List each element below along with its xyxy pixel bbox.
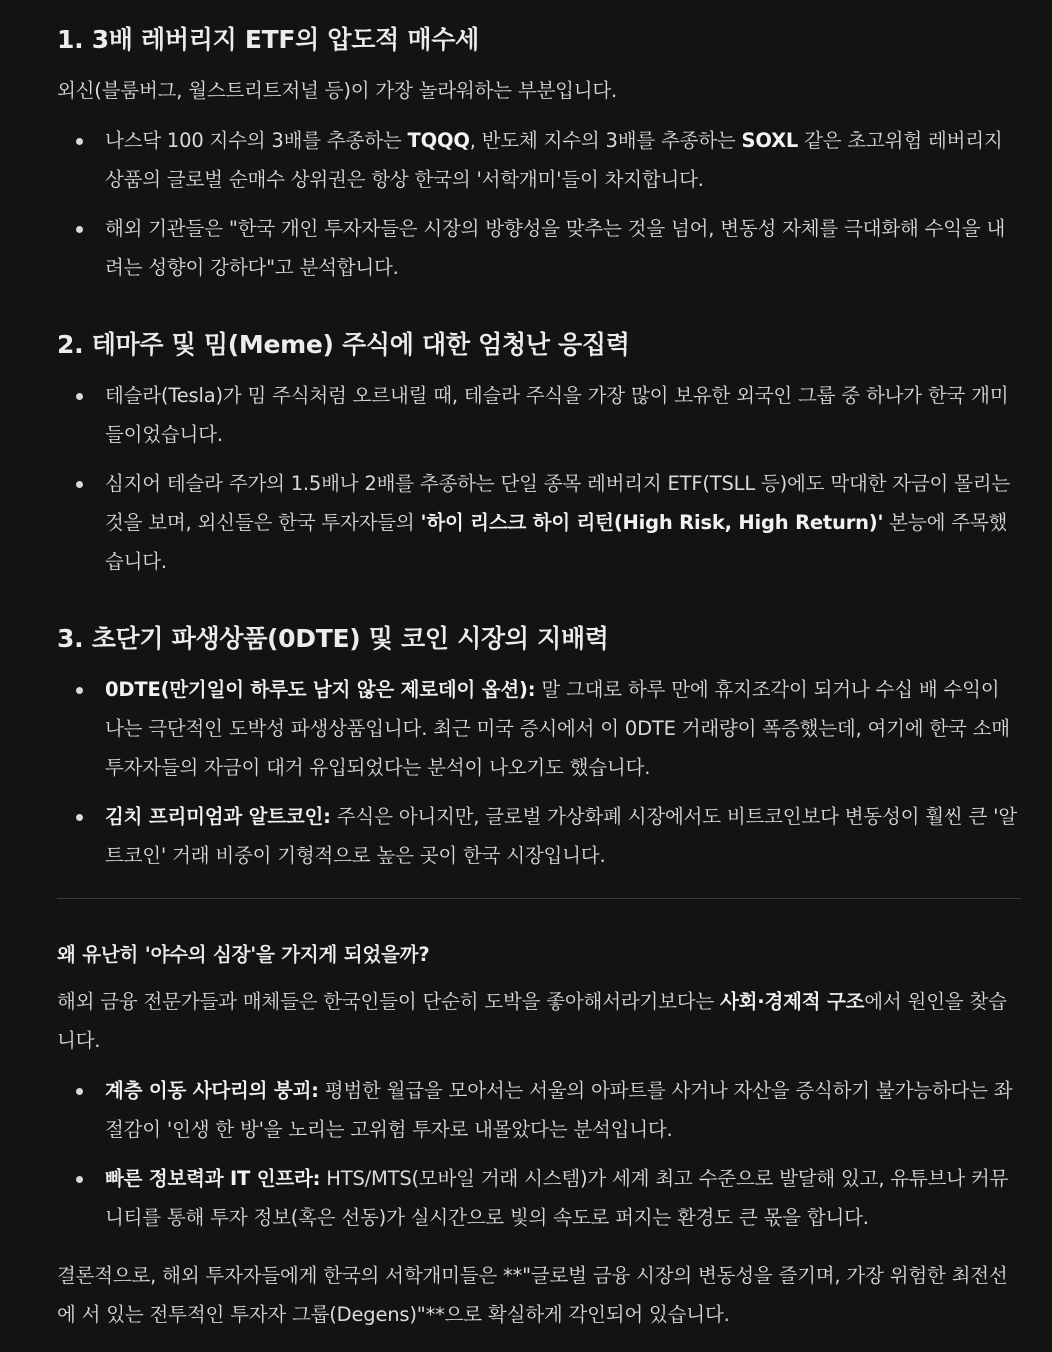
bold-text: 빠른 정보력과 IT 인프라: <box>105 1167 321 1190</box>
text: 해외 기관들은 "한국 개인 투자자들은 시장의 방향성을 맞추는 것을 넘어, 변동성 자체를 극대화해 수익을 내려는 성향이 강하다"고 분석합니다. <box>105 217 1006 279</box>
conclusion-paragraph: 결론적으로, 해외 투자자들에게 한국의 서학개미들은 **"글로벌 금융 시장의 변동성을 즐기며, 가장 위험한 최전선에 서 있는 전투적인 투자자 그룹(Degens)"**으로 확실하게 각인되어 있습니다. <box>57 1264 1008 1326</box>
list-item <box>57 1071 1021 1149</box>
bold-text: '하이 리스크 하이 리턴(High Risk, High Return)' <box>420 511 884 534</box>
text: 본능에 주목했습니다. <box>105 511 1008 573</box>
text: 같은 초고위험 레버리지 상품의 글로벌 순매수 상위권은 항상 한국의 '서학개미'들이 차지합니다. <box>105 129 1003 191</box>
bullet-icon <box>76 1176 83 1183</box>
bold-text: SOXL <box>741 129 799 152</box>
text: 말 그대로 하루 만에 휴지조각이 되거나 수십 배 수익이 나는 극단적인 도박성 파생상품입니다. 최근 미국 증시에서 이 0DTE 거래량이 폭증했는데, 여기에 한국 소매 투자자들의 자금이 대거 유입되었다는 분석이 나오기도 했습니다. <box>105 678 1010 779</box>
section-1-list <box>57 121 1021 287</box>
bold-text: TQQQ <box>407 129 470 152</box>
text: 에서 원인을 찾습니다. <box>57 990 1007 1052</box>
bold-text: 0DTE(만기일이 하루도 남지 않은 제로데이 옵션): <box>105 678 536 701</box>
list-item <box>57 209 1021 287</box>
bullet-icon <box>76 226 83 233</box>
list-item <box>57 670 1021 787</box>
bold-text: 계층 이동 사다리의 붕괴: <box>105 1079 319 1102</box>
bullet-icon <box>76 393 83 400</box>
bullet-icon <box>76 481 83 488</box>
bullet-icon <box>76 687 83 694</box>
bold-text: 사회·경제적 구조 <box>720 990 865 1013</box>
text: 테슬라(Tesla)가 밈 주식처럼 오르내릴 때, 테슬라 주식을 가장 많이 보유한 외국인 그룹 중 하나가 한국 개미들이었습니다. <box>105 384 1009 446</box>
section-4-intro <box>57 982 1021 1060</box>
divider <box>57 898 1021 899</box>
section-heading-1: 1. 3배 레버리지 ETF의 압도적 매수세 <box>57 25 479 54</box>
bullet-icon <box>76 1088 83 1095</box>
text: HTS/MTS(모바일 거래 시스템)가 세계 최고 수준으로 발달해 있고, 유튜브나 커뮤니티를 통해 투자 정보(혹은 선동)가 실시간으로 빛의 속도로 퍼지는 환경도 큰 몫을 합니다. <box>105 1167 1009 1229</box>
list-item <box>57 121 1021 199</box>
list-item <box>57 797 1021 875</box>
text: 평범한 월급을 모아서는 서울의 아파트를 사거나 자산을 증식하기 불가능하다는 좌절감이 '인생 한 방'을 노리는 고위험 투자로 내몰았다는 분석입니다. <box>105 1079 1013 1141</box>
list-item <box>57 464 1021 581</box>
text: 나스닥 100 지수의 3배를 추종하는 <box>105 129 408 152</box>
text: 주식은 아니지만, 글로벌 가상화폐 시장에서도 비트코인보다 변동성이 훨씬 큰 '알트코인' 거래 비중이 기형적으로 높은 곳이 한국 시장입니다. <box>105 805 1017 867</box>
bullet-icon <box>76 138 83 145</box>
section-heading-2: 2. 테마주 및 밈(Meme) 주식에 대한 엄청난 응집력 <box>57 330 630 359</box>
text: , 반도체 지수의 3배를 추종하는 <box>469 129 742 152</box>
text: 심지어 테슬라 주가의 1.5배나 2배를 추종하는 단일 종목 레버리지 ETF(TSLL 등)에도 막대한 자금이 몰리는 것을 보며, 외신들은 한국 투자자들의 <box>105 472 1011 534</box>
section-1-intro: 외신(블룸버그, 월스트리트저널 등)이 가장 놀라워하는 부분입니다. <box>57 79 618 102</box>
text: 해외 금융 전문가들과 매체들은 한국인들이 단순히 도박을 좋아해서라기보다는 <box>57 990 721 1013</box>
list-item <box>57 1159 1021 1237</box>
bullet-icon <box>76 814 83 821</box>
bold-text: 김치 프리미엄과 알트코인: <box>105 805 331 828</box>
list-item <box>57 376 1021 454</box>
section-4-list <box>57 1071 1021 1237</box>
section-heading-3: 3. 초단기 파생상품(0DTE) 및 코인 시장의 지배력 <box>57 624 609 653</box>
section-3-list <box>57 670 1021 875</box>
section-heading-4: 왜 유난히 '야수의 심장'을 가지게 되었을까? <box>57 943 430 966</box>
section-2-list <box>57 376 1021 581</box>
